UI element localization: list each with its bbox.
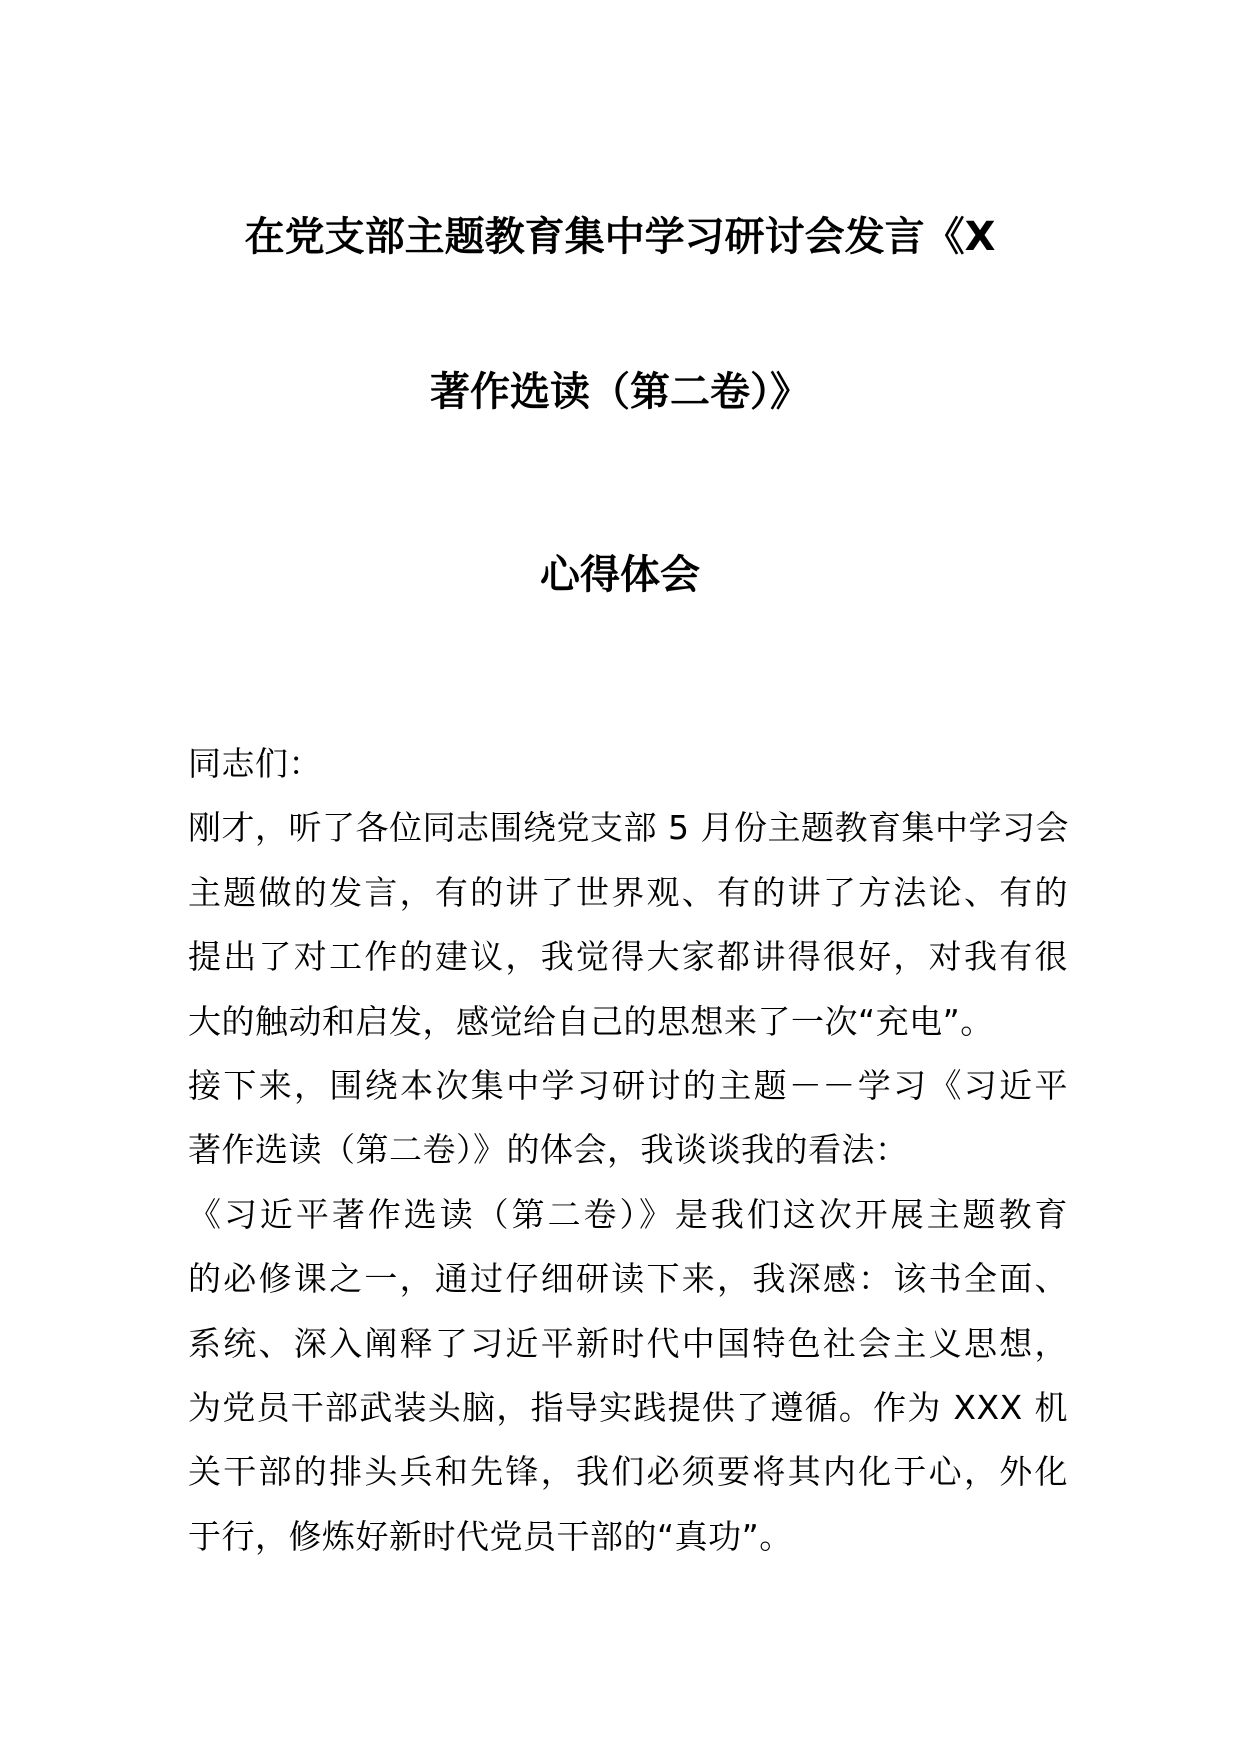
body-line: 接下来，围绕本次集中学习研讨的主题－－学习《习近平	[188, 1065, 1068, 1105]
document-title-line-1: 在党支部主题教育集中学习研讨会发言《X	[244, 214, 996, 260]
body-line: 于行，修炼好新时代党员干部的“真功”。	[188, 1516, 793, 1556]
body-line: 主题做的发言，有的讲了世界观、有的讲了方法论、有的	[188, 872, 1068, 912]
body-line: 系统、深入阐释了习近平新时代中国特色社会主义思想，	[188, 1323, 1068, 1363]
document-title-line-3: 心得体会	[540, 552, 700, 598]
document-body	[188, 732, 1068, 1569]
body-line: 的必修课之一，通过仔细研读下来，我深感：该书全面、	[188, 1259, 1068, 1299]
salutation: 同志们：	[188, 744, 322, 783]
body-line: 著作选读（第二卷）》的体会，我谈谈我的看法：	[188, 1130, 909, 1170]
body-line: 大的触动和启发，感觉给自己的思想来了一次“充电”。	[188, 1001, 994, 1041]
body-line: 为党员干部武装头脑，指导实践提供了遵循。作为 XXX 机	[188, 1387, 1068, 1427]
body-line: 《习近平著作选读（第二卷）》是我们这次开展主题教育	[188, 1194, 1068, 1234]
body-line: 提出了对工作的建议，我觉得大家都讲得很好，对我有很	[188, 937, 1068, 977]
body-line: 刚才，听了各位同志围绕党支部 5 月份主题教育集中学习会	[188, 808, 1069, 848]
body-line: 关干部的排头兵和先锋，我们必须要将其内化于心，外化	[188, 1452, 1068, 1492]
document-title-line-2: 著作选读（第二卷）》	[430, 369, 810, 415]
